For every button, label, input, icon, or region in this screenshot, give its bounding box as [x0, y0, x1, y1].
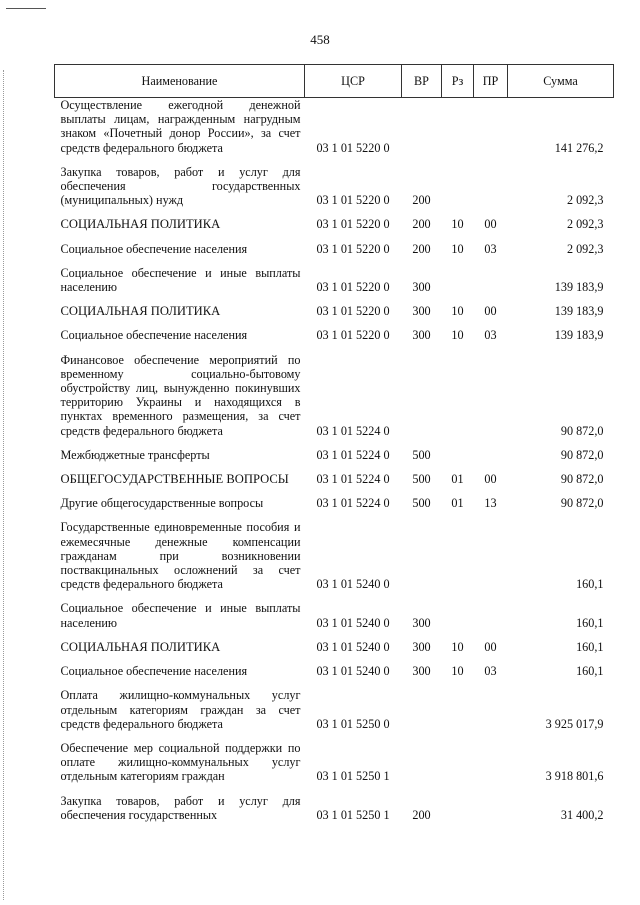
top-edge-mark [6, 8, 46, 9]
cell-sum: 160,1 [576, 639, 604, 654]
cell-pr: 03 [484, 664, 497, 679]
cell-name: СОЦИАЛЬНАЯ ПОЛИТИКА [60, 639, 221, 654]
cell-csr: 03 1 01 5224 0 [316, 423, 390, 438]
cell-name: Социальное обеспечение населения [60, 241, 248, 256]
cell-pr [474, 682, 508, 735]
cell-sum: 90 872,0 [560, 472, 604, 487]
cell-csr: 03 1 01 5224 0 [316, 496, 390, 511]
header-rz: Рз [442, 65, 474, 98]
cell-vr [402, 347, 442, 442]
header-csr: ЦСР [305, 65, 402, 98]
cell-rz [442, 514, 474, 595]
header-pr: ПР [474, 65, 508, 98]
table-row [55, 260, 614, 298]
cell-pr: 00 [484, 639, 497, 654]
cell-name: Осуществление ежегодной денежной выплаты лицам, награжденным нагрудным знаком «Почетный донор России», за счет средств федерального бюджета [60, 98, 301, 155]
table-row [55, 595, 614, 633]
page-number: 458 [310, 32, 330, 47]
cell-vr: 300 [412, 304, 431, 319]
cell-vr: 300 [412, 615, 431, 630]
cell-sum: 160,1 [576, 615, 604, 630]
cell-name: Другие общегосударственные вопросы [60, 496, 264, 511]
cell-vr: 300 [412, 328, 431, 343]
cell-pr [474, 595, 508, 633]
cell-vr [402, 514, 442, 595]
cell-name: Социальное обеспечение населения [60, 664, 248, 679]
cell-sum: 90 872,0 [560, 496, 604, 511]
cell-pr: 03 [484, 328, 497, 343]
table-row [55, 98, 614, 159]
cell-vr: 200 [412, 241, 431, 256]
cell-sum: 2 092,3 [566, 193, 604, 208]
cell-name: Межбюджетные трансферты [60, 447, 210, 462]
cell-csr: 03 1 01 5240 0 [316, 664, 390, 679]
table-row [55, 347, 614, 442]
cell-name: Закупка товаров, работ и услуг для обеспечения государственных [60, 793, 301, 822]
cell-rz [442, 735, 474, 788]
cell-csr: 03 1 01 5250 1 [316, 807, 390, 822]
cell-sum: 31 400,2 [560, 807, 604, 822]
cell-sum: 141 276,2 [554, 140, 604, 155]
table-row [55, 658, 614, 682]
table-body [55, 98, 614, 826]
cell-rz [442, 260, 474, 298]
cell-name: Социальное обеспечение и иные выплаты населению [60, 265, 301, 295]
cell-name: СОЦИАЛЬНАЯ ПОЛИТИКА [60, 217, 221, 232]
cell-rz [442, 347, 474, 442]
cell-csr: 03 1 01 5224 0 [316, 447, 390, 462]
cell-rz [442, 98, 474, 159]
cell-name: ОБЩЕГОСУДАРСТВЕННЫЕ ВОПРОСЫ [60, 472, 289, 487]
cell-csr: 03 1 01 5220 0 [316, 280, 390, 295]
table-row [55, 442, 614, 466]
cell-csr: 03 1 01 5250 1 [316, 769, 390, 784]
cell-rz: 10 [451, 304, 464, 319]
cell-vr [402, 735, 442, 788]
cell-rz [442, 788, 474, 826]
cell-csr: 03 1 01 5240 0 [316, 577, 390, 592]
table-row [55, 634, 614, 658]
cell-rz [442, 595, 474, 633]
cell-pr [474, 347, 508, 442]
cell-vr: 300 [412, 639, 431, 654]
cell-pr [474, 159, 508, 212]
cell-pr: 00 [484, 472, 497, 487]
cell-vr: 300 [412, 280, 431, 295]
cell-name: СОЦИАЛЬНАЯ ПОЛИТИКА [60, 304, 221, 319]
cell-rz: 01 [451, 472, 464, 487]
table-row [55, 490, 614, 514]
cell-csr: 03 1 01 5220 0 [316, 328, 390, 343]
cell-vr: 300 [412, 664, 431, 679]
table-row [55, 211, 614, 235]
table-header [55, 65, 614, 98]
cell-name: Социальное обеспечение населения [60, 328, 248, 343]
cell-name: Оплата жилищно-коммунальных услуг отдельным категориям граждан за счет средств федерального бюджета [60, 688, 301, 731]
cell-vr: 200 [412, 193, 431, 208]
cell-vr: 500 [412, 496, 431, 511]
cell-csr: 03 1 01 5250 0 [316, 716, 390, 731]
cell-rz [442, 682, 474, 735]
cell-rz: 10 [451, 217, 464, 232]
cell-pr [474, 514, 508, 595]
cell-name: Обеспечение мер социальной поддержки по оплате жилищно-коммунальных услуг отдельным категориям граждан [60, 740, 301, 784]
cell-name: Социальное обеспечение и иные выплаты населению [60, 601, 301, 630]
cell-vr: 500 [412, 472, 431, 487]
cell-rz: 10 [451, 664, 464, 679]
cell-sum: 3 925 017,9 [545, 716, 604, 731]
cell-pr: 00 [484, 217, 497, 232]
table-row [55, 236, 614, 260]
cell-sum: 160,1 [576, 664, 604, 679]
cell-sum: 2 092,3 [566, 217, 604, 232]
cell-pr [474, 260, 508, 298]
cell-csr: 03 1 01 5220 0 [316, 217, 390, 232]
cell-sum: 139 183,9 [554, 328, 604, 343]
table-row [55, 322, 614, 346]
cell-pr [474, 735, 508, 788]
budget-table [54, 64, 614, 826]
cell-name: Закупка товаров, работ и услуг для обеспечения государственных (муниципальных) нужд [60, 164, 301, 208]
cell-pr [474, 98, 508, 159]
table-row [55, 682, 614, 735]
header-row [55, 65, 614, 98]
cell-vr: 500 [412, 447, 431, 462]
cell-sum: 139 183,9 [554, 304, 604, 319]
cell-csr: 03 1 01 5224 0 [316, 472, 390, 487]
table-row [55, 159, 614, 212]
cell-csr: 03 1 01 5220 0 [316, 241, 390, 256]
cell-sum: 90 872,0 [560, 423, 604, 438]
cell-sum: 139 183,9 [554, 280, 604, 295]
cell-vr [402, 98, 442, 159]
header-vr: ВР [402, 65, 442, 98]
header-sum: Сумма [508, 65, 614, 98]
cell-sum: 160,1 [576, 577, 604, 592]
cell-rz [442, 442, 474, 466]
cell-csr: 03 1 01 5240 0 [316, 615, 390, 630]
cell-csr: 03 1 01 5220 0 [316, 304, 390, 319]
cell-pr [474, 788, 508, 826]
cell-pr: 13 [484, 496, 497, 511]
cell-vr [402, 682, 442, 735]
cell-sum: 2 092,3 [566, 241, 604, 256]
cell-rz: 10 [451, 328, 464, 343]
cell-sum: 90 872,0 [560, 447, 604, 462]
cell-vr: 200 [412, 807, 431, 822]
cell-pr: 03 [484, 241, 497, 256]
cell-name: Государственные единовременные пособия и ежемесячные денежные компенсации гражданам при возникновении поствакцинальных осложнений за счет средств федерального бюджета [60, 520, 301, 592]
cell-rz: 10 [451, 639, 464, 654]
binding-margin-dots [3, 70, 5, 900]
cell-pr [474, 442, 508, 466]
cell-csr: 03 1 01 5220 0 [316, 193, 390, 208]
cell-vr: 200 [412, 217, 431, 232]
table-row [55, 735, 614, 788]
table-row [55, 514, 614, 595]
cell-rz [442, 159, 474, 212]
cell-sum: 3 918 801,6 [545, 769, 604, 784]
table-row [55, 466, 614, 490]
cell-pr: 00 [484, 304, 497, 319]
header-name: Наименование [55, 65, 305, 98]
cell-rz: 10 [451, 241, 464, 256]
cell-name: Финансовое обеспечение мероприятий по временному социально-бытовому обустройству лиц, вынужденно покинувших территорию Украины и находящихся в пунктах временного размещения, за счет средств федерального бюджета [60, 352, 301, 438]
table-row [55, 298, 614, 322]
cell-csr: 03 1 01 5220 0 [316, 140, 390, 155]
cell-rz: 01 [451, 496, 464, 511]
cell-csr: 03 1 01 5240 0 [316, 639, 390, 654]
table-row [55, 788, 614, 826]
